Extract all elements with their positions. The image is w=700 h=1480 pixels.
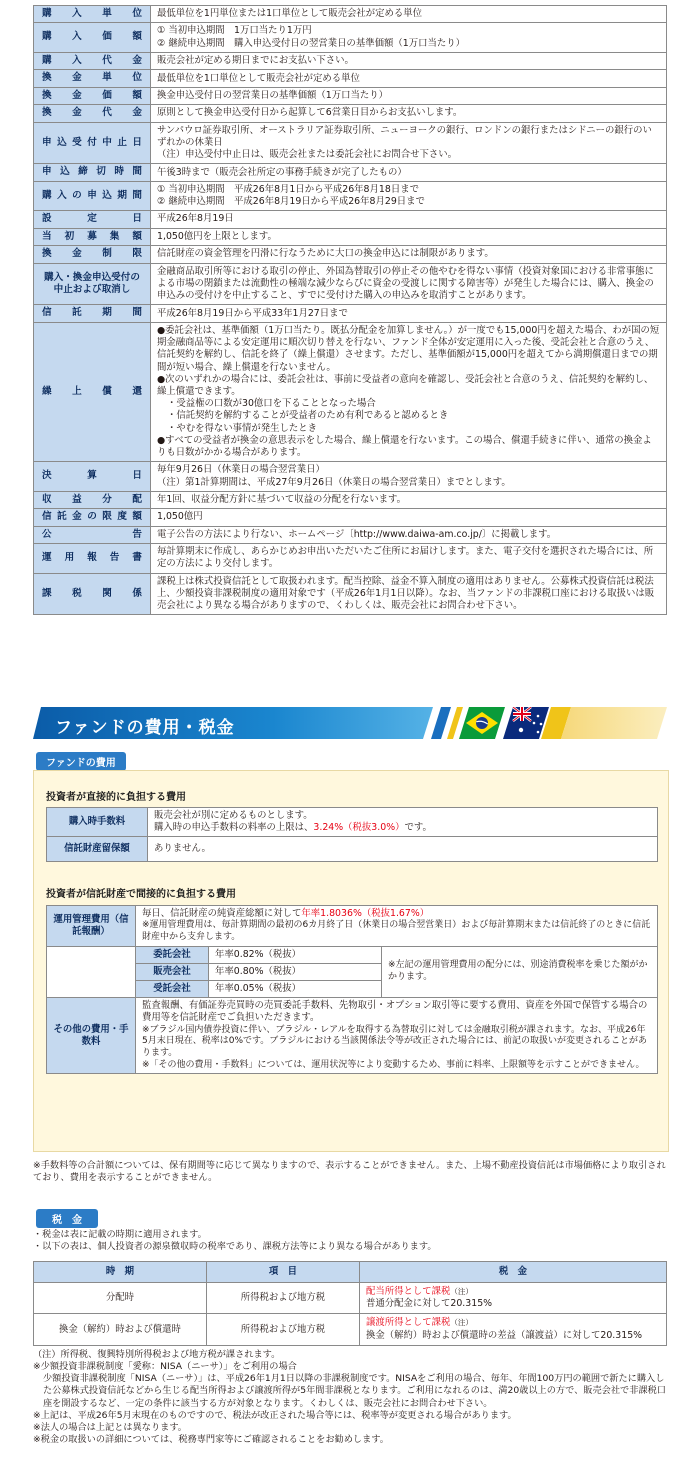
purchase-fee-text: 購入時の申込手数料の料率の上限は、: [154, 822, 314, 834]
table-row: [34, 305, 667, 322]
section-header-band: [33, 707, 667, 739]
label-subscription-period: 購 入 の 申 込 期 間: [42, 189, 142, 201]
label-taxation: 課 税 関 係: [42, 587, 142, 599]
tax-note: ※少額投資非課税制度「愛称：NISA（ニーサ）」をご利用の場合: [33, 1361, 297, 1373]
label-purchase-price: 購 入 価 額: [42, 31, 142, 43]
retention-fee-label: 信託財産留保額: [47, 837, 148, 862]
label-public-notice: 公 告: [42, 528, 142, 540]
table-row: [34, 52, 667, 69]
row-value-line: サンパウロ証券取引所、オーストラリア証券取引所、ニューヨークの銀行、ロンドンの銀行またはシドニーの銀行のいずれかの休業日: [157, 124, 652, 148]
row-value: 金融商品取引所等における取引の停止、外国為替取引の停止その他やむを得ない事情（投資対象国における非常事態による市場の閉鎖または流動性の極端な減少ならびに資金の受渡しに関する障害等）が発生した場合には、購入、換金の申込みの受付けを中止すること、すでに受付けた購入の申込みを取消すことがあります。: [151, 263, 667, 305]
other-fee-note: ※ブラジル国内債券投資に伴い、ブラジル・レアルを取得する為替取引に対しては金融取引税が課されます。なお、平成26年5月末日現在、税率は0%です。ブラジルにおける当該関係法令等が改正された場合には、前記の取扱いが変更されることがあります。: [142, 1024, 648, 1059]
label-trust-period: 信 託 期 間: [42, 307, 142, 319]
label-cutoff-time: 申 込 締 切 時 間: [42, 166, 142, 178]
fund-terms-table: [33, 5, 667, 615]
tax-detail: 普通分配金に対して20.315%: [366, 1298, 493, 1310]
mgmt-fee-label: 運用管理費用（信託報酬）: [47, 906, 136, 947]
tax-type: 譲渡所得として課税: [366, 1317, 451, 1329]
label-initial-offering: 当 初 募 集 額: [42, 230, 142, 242]
table-row: [34, 544, 667, 573]
tax-note: （注）所得税、復興特別所得税および地方税が課されます。: [33, 1349, 281, 1360]
row-value-line: ●委託会社は、基準価額（1万口当たり。既払分配金を加算しません。）が一度でも15,000円を超えた場合、わが国の短期金融商品等による安定運用に順次切り替えを行ない、ファンド全体が安定運用に入った後、受託会社と合意のうえ、信託契約を解約し、信託を終了（繰上償還）させます。ただし、基準価額が15,000円を超えてから満期償還日までの期間が短い場合、繰上償還を行ないません。: [157, 324, 660, 373]
row-value: 毎計算期末に作成し、あらかじめお申出いただいたご住所にお届けします。また、電子交付を選択された場合には、所定の方法により交付します。: [151, 544, 667, 573]
row-value-line: ●すべての受益者が換金の意思表示をした場合、繰上償還を行ないます。この場合、償還手続きに伴い、通常の換金よりも日数がかかる場合があります。: [157, 434, 652, 459]
tax-intro-line: ・以下の表は、個人投資者の源泉徴収時の税率であり、課税方法等により異なる場合があります。: [33, 1241, 437, 1253]
tax-type: 配当所得として課税: [366, 1286, 451, 1297]
table-row: [34, 122, 667, 164]
row-value: 原則として換金申込受付日から起算して6営業日目からお支払いします。: [151, 105, 667, 122]
row-value: 換金申込受付日の翌営業日の基準価額（1万口当たり）: [151, 87, 667, 104]
label-settlement-date: 決 算 日: [42, 470, 142, 482]
label-inception-date: 設 定 日: [42, 213, 142, 225]
row-value: 電子公告の方法により行ない、ホームページ〔http://www.daiwa-am.co.jp/〕に掲載します。: [151, 526, 667, 543]
label-trust-limit: 信 託 金 の 限 度 額: [42, 511, 142, 523]
other-fee-label: その他の費用・手数料: [47, 998, 136, 1074]
table-row: [34, 246, 667, 263]
other-fee-text: 監査報酬、有価証券売買時の売買委託手数料、先物取引・オプション取引等に要する費用、資産を外国で保管する場合の費用等を信託財産でご負担いただきます。: [142, 1000, 648, 1024]
table-row: [34, 228, 667, 245]
label-suspension-cancel: 購入・換金申込受付の中止および取消し: [44, 271, 140, 296]
direct-costs-heading: 投資者が直接的に負担する費用: [46, 792, 186, 803]
row-value: 課税上は株式投資信託として取扱われます。配当控除、益金不算入制度の適用はありません。公募株式投資信託は税法上、少額投資非課税制度の適用対象です（平成26年1月1日以降）。なお、当ファンドの非課税口座における取扱いは販売会社により異なる場合がありますので、くわしくは、販売会社にお問合わせ下さい。: [151, 573, 667, 615]
column-header: 項 目: [207, 1262, 360, 1283]
breakdown-value: 年率0.05%（税抜）: [209, 981, 382, 998]
table-row: [34, 526, 667, 543]
tax-note: 少額投資非課税制度「NISA（ニーサ）」は、平成26年1月1日以降の非課税制度です。NISAをご利用の場合、毎年、年間100万円の範囲で新たに購入した公募株式投資信託などから生じる配当所得および譲渡所得が5年間非課税となります。ご利用になれるのは、満20歳以上の方で、販売会社で非課税口座を開設するなど、一定の条件に該当する方が対象となります。くわしくは、販売会社にお問合わせ下さい。: [43, 1373, 666, 1409]
row-value-line: ② 継続申込期間 平成26年8月19日から平成26年8月29日まで: [157, 196, 425, 208]
row-value-line: ・信託契約を解約することが受益者のため有利であると認めるとき: [167, 410, 449, 422]
tax-note-ref: （注）: [450, 1318, 473, 1328]
row-value: 1,050億円: [151, 509, 667, 526]
table-row: [34, 164, 667, 181]
breakdown-value: 年率0.82%（税抜）: [209, 946, 382, 963]
tax-note-ref: （注）: [450, 1287, 473, 1296]
purchase-fee-label: 購入時手数料: [47, 808, 148, 837]
label-early-redemption: 繰 上 償 還: [42, 385, 142, 397]
table-row: [34, 6, 667, 23]
row-label: [34, 6, 151, 23]
fee-footnote: ※手数料等の合計額については、保有期間等に応じて異なりますので、表示することができません。また、上場不動産投資信託は市場価格により取引されており、費用を表示することができません。: [33, 1160, 666, 1184]
purchase-fee-text: 販売会社が別に定めるものとします。: [154, 810, 313, 821]
column-header: 税 金: [360, 1262, 667, 1283]
row-value-line: 毎年9月26日（休業日の場合翌営業日）: [157, 464, 325, 476]
tax-item: 所得税および地方税: [207, 1314, 360, 1345]
row-value: 年1回、収益分配方針に基づいて収益の分配を行ないます。: [151, 491, 667, 508]
table-row: [34, 87, 667, 104]
tax-period: 換金（解約）時および償還時: [34, 1314, 207, 1345]
column-header: 時 期: [34, 1262, 207, 1283]
label-redemption-unit: 換 金 単 位: [42, 72, 142, 84]
row-value-line: ① 当初申込期間 1万口当たり1万円: [157, 25, 312, 37]
table-row: [34, 573, 667, 615]
breakdown-value: 年率0.80%（税抜）: [209, 963, 382, 980]
table-row: [34, 105, 667, 122]
row-value-line: ●次のいずれかの場合には、委託会社は、事前に受益者の意向を確認し、受託会社と合意のうえ、信託契約を解約し、繰上償還できます。: [157, 373, 654, 397]
label-distribution: 収 益 分 配: [42, 493, 142, 505]
table-row: [34, 462, 667, 491]
australia-flag-icon: [503, 707, 549, 739]
row-value-line: ・受益権の口数が30億口を下ることとなった場合: [167, 398, 376, 410]
table-row: [34, 322, 667, 461]
table-row: [34, 263, 667, 305]
row-value: 午後3時まで（販売会社所定の事務手続きが完了したもの）: [151, 164, 667, 181]
tax-note: ※税金の取扱いの詳細については、税務専門家等にご確認されることをお勧めします。: [33, 1433, 389, 1445]
breakdown-label: 受託会社: [136, 981, 209, 998]
fund-costs-panel: [33, 770, 669, 1152]
tax-period: 分配時: [34, 1283, 207, 1314]
tax-detail: 換金（解約）時および償還時の差益（譲渡益）に対して20.315%: [366, 1329, 643, 1341]
label-suspension-days: 申 込 受 付 中 止 日: [42, 136, 142, 148]
tax-intro: [33, 1229, 667, 1253]
label-redemption-limit: 換 金 制 限: [42, 248, 142, 260]
indirect-costs-heading: 投資者が信託財産で間接的に負担する費用: [46, 889, 236, 900]
table-header-row: [34, 1262, 667, 1283]
row-value-line: （注）第1計算期間は、平成27年9月26日（休業日の場合翌営業日）までとします。: [157, 476, 511, 488]
row-value-line: （注）申込受付中止日は、販売会社または委託会社にお問合せ下さい。: [157, 149, 458, 161]
label-redemption-price: 換 金 価 額: [42, 89, 142, 101]
label-management-report: 運 用 報 告 書: [42, 552, 142, 564]
row-value-line: ① 当初申込期間 平成26年8月1日から平成26年8月18日まで: [157, 183, 419, 195]
section-title: ファンドの費用・税金: [55, 718, 235, 738]
purchase-fee-text: です。: [404, 822, 432, 834]
tax-note: ※法人の場合は上記とは異なります。: [33, 1421, 187, 1433]
table-row: [47, 837, 658, 862]
label-purchase-payment: 購 入 代 金: [42, 54, 142, 66]
tax-note: ※上記は、平成26年5月末現在のものですので、税法が改正された場合等には、税率等が変更される場合があります。: [33, 1409, 517, 1421]
breakdown-label: 販売会社: [136, 963, 209, 980]
row-value: 販売会社が定める期日までにお支払い下さい。: [151, 52, 667, 69]
label-purchase-unit: 購 入 単 位: [42, 8, 142, 19]
tax-table: [33, 1261, 667, 1346]
decor-stripe: [431, 707, 451, 739]
brazil-flag-icon: [459, 707, 505, 739]
row-value: 平成26年8月19日から平成33年1月27日まで: [151, 305, 667, 322]
tax-notes: [33, 1349, 667, 1446]
table-row: [34, 23, 667, 52]
table-row: [34, 181, 667, 210]
tax-item: 所得税および地方税: [207, 1283, 360, 1314]
table-row: [47, 998, 658, 1074]
table-row: [34, 509, 667, 526]
label-redemption-payment: 換 金 代 金: [42, 107, 142, 119]
table-row: [47, 906, 658, 947]
table-row: [34, 491, 667, 508]
tax-intro-line: ・税金は表に記載の時期に適用されます。: [33, 1229, 207, 1240]
table-row: [47, 808, 658, 837]
fund-costs-tag: ファンドの費用: [36, 752, 126, 771]
breakdown-note: ※左記の運用管理費用の配分には、別途消費税率を乗じた額がかかります。: [382, 946, 658, 998]
direct-costs-table: [46, 807, 658, 862]
row-value: 最低単位を1口単位として販売会社が定める単位: [151, 70, 667, 87]
row-value-line: ・やむを得ない事情が発生したとき: [167, 422, 318, 434]
mgmt-fee-text: 毎日、信託財産の純資産総額に対して: [142, 908, 302, 919]
breakdown-label: 委託会社: [136, 946, 209, 963]
table-row: [34, 1283, 667, 1314]
table-row: [34, 211, 667, 228]
retention-fee-value: ありません。: [148, 837, 658, 862]
table-row: [34, 1314, 667, 1345]
mgmt-fee-note: ※運用管理費用は、毎計算期間の最初の6カ月終了日（休業日の場合翌営業日）および毎計算期末または信託終了のときに信託財産中から支弁します。: [142, 920, 651, 942]
tax-tag: 税 金: [36, 1209, 98, 1228]
row-value: 最低単位を1円単位または1口単位として販売会社が定める単位: [151, 6, 667, 23]
row-value-line: ② 継続申込期間 購入申込受付日の翌営業日の基準価額（1万口当たり）: [157, 37, 465, 49]
mgmt-fee-rate: 年率1.8036%（税抜1.67%）: [301, 908, 430, 919]
purchase-fee-rate: 3.24%（税抜3.0%）: [313, 822, 405, 834]
table-row: [34, 70, 667, 87]
row-value: 1,050億円を上限とします。: [151, 228, 667, 245]
table-row: [47, 946, 658, 963]
decor-stripe: [561, 707, 667, 739]
other-fee-note: ※「その他の費用・手数料」については、運用状況等により変動するため、事前に料率、上限額等を示すことができません。: [142, 1059, 645, 1070]
row-value: 平成26年8月19日: [151, 211, 667, 228]
indirect-costs-table: [46, 905, 658, 1074]
row-value: 信託財産の資金管理を円滑に行なうために大口の換金申込には制限があります。: [151, 246, 667, 263]
